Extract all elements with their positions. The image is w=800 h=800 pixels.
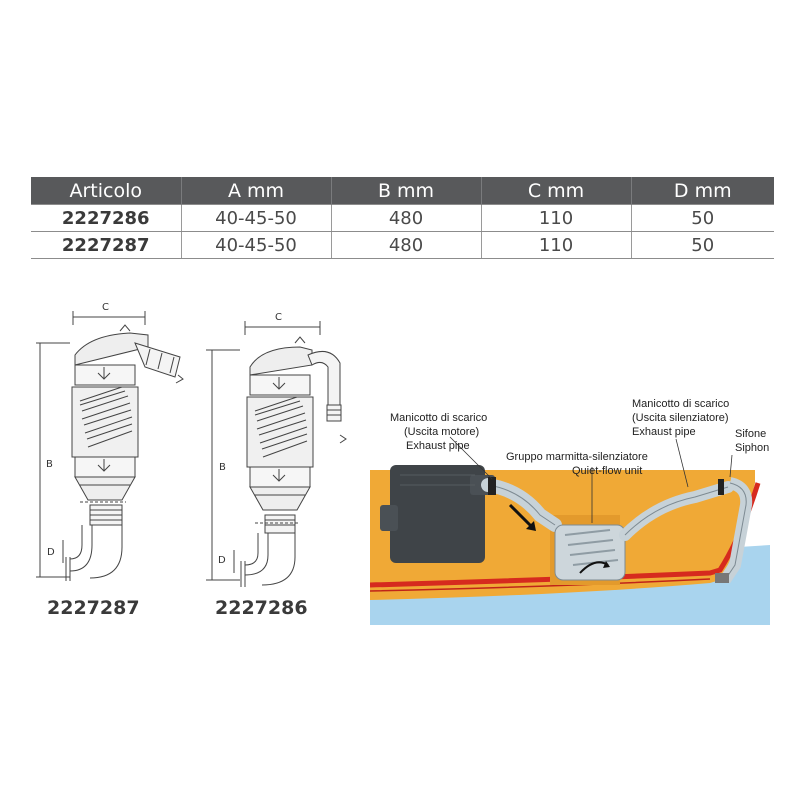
cell-a: 40-45-50	[181, 232, 331, 259]
dim-b-label: B	[46, 459, 53, 470]
callout-muffler-exhaust: Manicotto di scarico (Uscita silenziatore) Exhaust pipe	[632, 398, 730, 438]
header-b: B mm	[331, 177, 481, 205]
callout-siphon: Sifone Siphon	[735, 428, 770, 454]
cell-c: 110	[481, 232, 631, 259]
dim-d-label: D	[47, 547, 55, 558]
cell-d: 50	[631, 232, 774, 259]
muffler-drawing-2227286	[200, 305, 380, 590]
engine-block	[380, 465, 495, 563]
muffler-drawing-2227287	[30, 295, 205, 590]
cell-c: 110	[481, 205, 631, 232]
header-articolo: Articolo	[31, 177, 181, 205]
spec-table	[31, 177, 774, 259]
callout-engine-exhaust: Manicotto di scarico (Uscita motore) Exhaust pipe	[390, 412, 488, 452]
cell-b: 480	[331, 232, 481, 259]
cell-d: 50	[631, 205, 774, 232]
model-label-2227287: 2227287	[47, 597, 140, 619]
cell-b: 480	[331, 205, 481, 232]
dim-d-label: D	[218, 555, 226, 566]
dim-c-label: C	[275, 312, 282, 323]
cell-article-code: 2227286	[31, 205, 181, 232]
model-label-2227286: 2227286	[215, 597, 308, 619]
header-c: C mm	[481, 177, 631, 205]
table-row	[31, 205, 774, 232]
cell-a: 40-45-50	[181, 205, 331, 232]
dim-c-label: C	[102, 302, 109, 313]
header-d: D mm	[631, 177, 774, 205]
muffler-unit	[555, 525, 625, 580]
table-header-row	[31, 177, 774, 205]
dim-b-label: B	[219, 462, 226, 473]
callout-quiet-flow-unit: Gruppo marmitta-silenziatore Quiet-flow unit	[506, 451, 648, 477]
installation-diagram	[370, 395, 770, 625]
cell-article-code: 2227287	[31, 232, 181, 259]
table-row	[31, 232, 774, 259]
header-a: A mm	[181, 177, 331, 205]
